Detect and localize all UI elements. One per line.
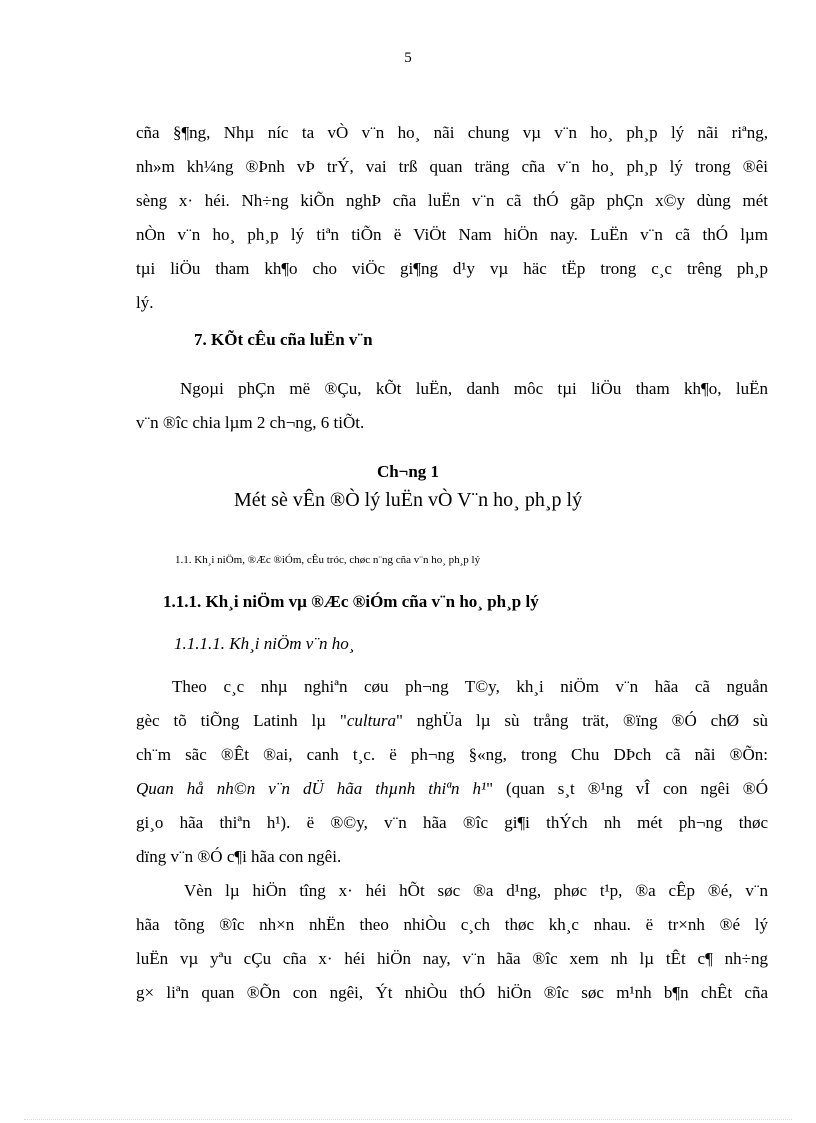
text-line: hãa tõng ®îc nh×n nhËn theo nhiÒu c¸ch thøc kh¸c nhau. ë tr×nh ®é lý: [136, 915, 768, 934]
text-fragment: " (quan s¸t ®¹ng vÎ con ngêi ®Ó: [486, 779, 768, 798]
section-1-1-heading: 1.1. Kh¸i niÖm, ®Æc ®iÓm, cÊu tróc, chøc n¨ng cña v¨n ho¸ ph¸p lý: [175, 554, 481, 566]
text-fragment: " nghÜa lµ sù trång trät, ®ïng ®Ó chØ sù: [395, 711, 768, 730]
text-line: g× liªn quan ®Õn con ngêi, Ýt nhiÒu thÓ hiÖn ®îc søc m¹nh b¶n chÊt cña: [136, 983, 768, 1002]
paragraph-culture-phenomenon: [136, 874, 768, 1010]
text-line: tµi liÖu tham kh¶o cho viÖc gi¶ng d¹y vµ häc tËp trong c¸c trêng ph¸p: [136, 259, 768, 278]
text-line: gi¸o hãa thiªn h¹). ë ®©y, v¨n hãa ®îc gi¶i thÝch nh mét ph¬ng thøc: [136, 813, 768, 832]
quotation-italic: Quan hå nh©n v¨n dÜ hãa thµnh thiªn h¹: [136, 779, 487, 798]
paragraph-significance: [136, 116, 768, 320]
text-line: v¨n ®îc chia lµm 2 ch¬ng, 6 tiÕt.: [136, 413, 365, 432]
text-line: ch¨m sãc ®Êt ®ai, canh t¸c. ë ph¬ng §«ng, trong Chu DÞch cã nãi ®Õn:: [136, 745, 768, 764]
text-line: Ngoµi phÇn më ®Çu, kÕt luËn, danh môc tµi liÖu tham kh¶o, luËn: [180, 379, 768, 398]
section-heading-structure: 7. KÕt cÊu cña luËn v¨n: [194, 330, 373, 349]
chapter-subtitle: Mét sè vÊn ®Ò lý luËn vÒ V¨n ho¸ ph¸p lý: [233, 489, 583, 511]
text-line: dïng v¨n ®Ó c¶i hãa con ngêi.: [136, 847, 342, 866]
paragraph-culture-definition: [136, 670, 768, 874]
paragraph-structure: [136, 372, 768, 440]
text-line: nh»m kh¼ng ®Þnh vÞ trÝ, vai trß quan träng cña v¨n ho¸ ph¸p lý trong ®êi: [136, 157, 768, 176]
chapter-title: Ch¬ng 1: [376, 462, 440, 481]
page-number: 5: [404, 50, 412, 66]
text-line: [136, 772, 768, 806]
text-line: [136, 704, 768, 738]
subsection-1-1-1-heading: 1.1.1. Kh¸i niÖm vµ ®Æc ®iÓm cña v¨n ho¸ ph¸p lý: [163, 592, 539, 611]
text-line: lý.: [136, 293, 154, 312]
text-line: nÒn v¨n ho¸ ph¸p lý tiªn tiÕn ë ViÖt Nam hiÖn nay. LuËn v¨n cã thÓ lµm: [136, 225, 768, 244]
text-fragment: gèc tõ tiÕng Latinh lµ ": [136, 711, 347, 730]
text-line: luËn vµ yªu cÇu cña x· héi hiÖn nay, v¨n hãa ®îc xem nh lµ tÊt c¶ nh÷ng: [136, 949, 768, 968]
text-line: cña §¶ng, Nhµ níc ta vÒ v¨n ho¸ nãi chung vµ v¨n ho¸ ph¸p lý nãi riªng,: [136, 123, 768, 142]
text-line: Theo c¸c nhµ nghiªn cøu ph¬ng T©y, kh¸i niÖm v¨n hãa cã nguån: [172, 677, 768, 696]
subsection-1-1-1-1-heading: 1.1.1.1. Kh¸i niÖm v¨n ho¸: [174, 634, 355, 653]
text-line: sèng x· héi. Nh÷ng kiÕn nghÞ cña luËn v¨n cã thÓ gãp phÇn x©y dùng mét: [136, 191, 768, 210]
page-bottom-divider: [24, 1119, 792, 1120]
text-line: Vèn lµ hiÖn tîng x· héi hÕt søc ®a d¹ng, phøc t¹p, ®a cÊp ®é, v¨n: [184, 881, 768, 900]
latin-term: cultura: [346, 711, 396, 730]
